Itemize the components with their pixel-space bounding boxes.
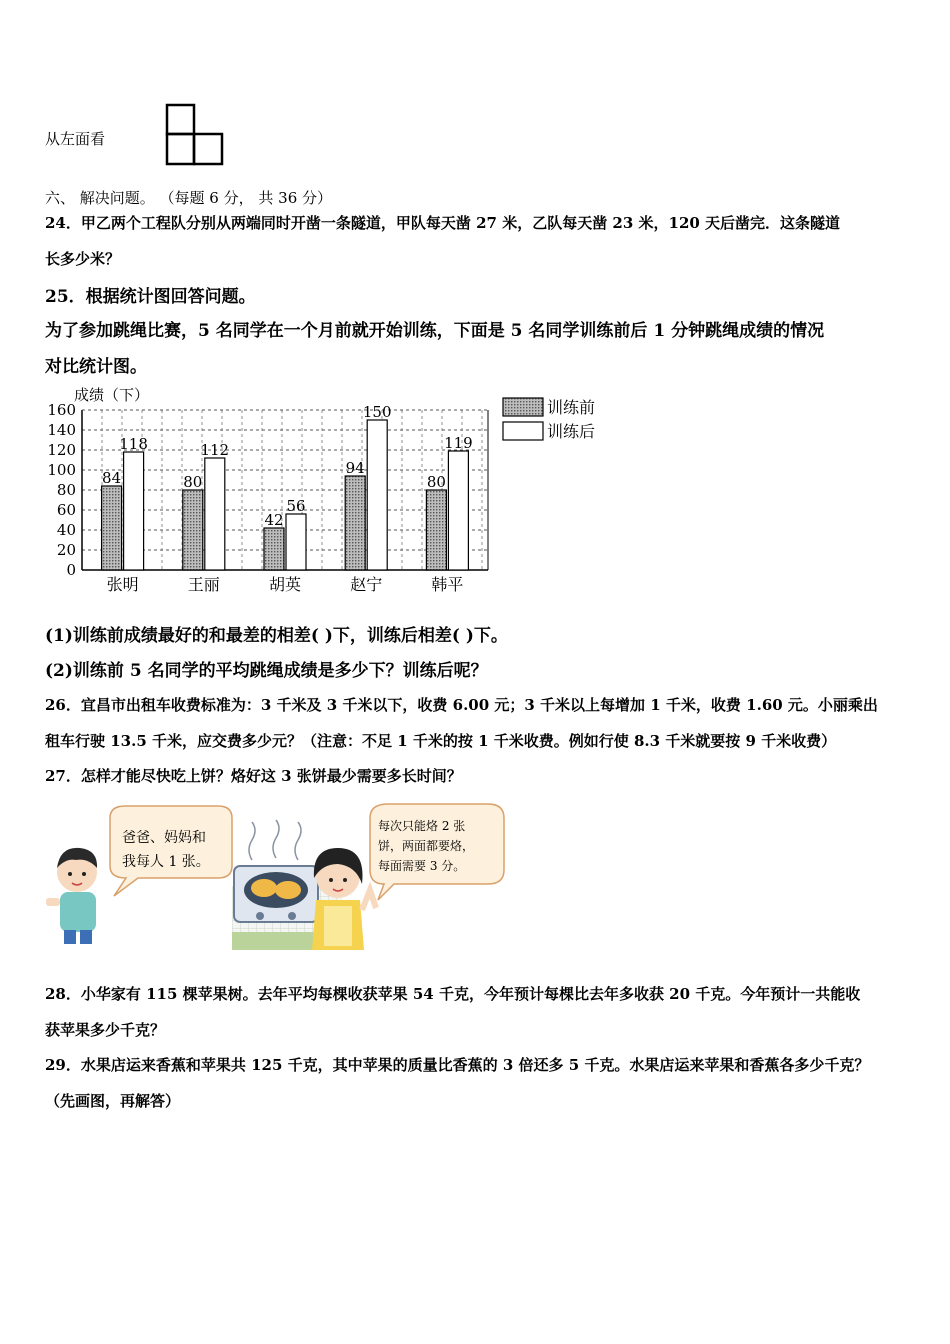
q25-sub1: (1)训练前成绩最好的和最差的相差( )下，训练后相差( )下。 xyxy=(45,626,508,646)
legend-label: 训练前 xyxy=(547,398,596,417)
y-tick-label: 40 xyxy=(56,521,76,539)
y-tick-label: 0 xyxy=(66,561,76,579)
data-label: 80 xyxy=(426,473,446,491)
left-view-figure xyxy=(160,100,230,170)
boy-speech-bubble xyxy=(110,806,232,896)
q25-sub2: (2)训练前 5 名同学的平均跳绳成绩是多少下？训练后呢？ xyxy=(45,661,488,681)
q24-line2: 长多少米？ xyxy=(45,250,121,268)
data-label: 119 xyxy=(444,434,473,452)
y-tick-label: 60 xyxy=(56,501,76,519)
q29-line1: 29．水果店运来香蕉和苹果共 125 千克，其中苹果的质量比香蕉的 3 倍还多 5 千克。水果店运来苹果和香蕉各多少千克？ xyxy=(45,1056,870,1074)
bar-after-0 xyxy=(124,452,144,570)
data-label: 118 xyxy=(119,435,148,453)
x-tick-label: 胡英 xyxy=(268,575,302,594)
y-tick-label: 140 xyxy=(47,421,76,439)
boy-figure xyxy=(46,848,97,944)
boy-bubble-line1: 爸爸、妈妈和 xyxy=(122,830,206,846)
data-label: 84 xyxy=(102,469,122,487)
x-tick-label: 赵宁 xyxy=(350,575,383,594)
y-tick-label: 20 xyxy=(56,541,76,559)
y-tick-label: 120 xyxy=(47,441,76,459)
q26-line1: 26．宜昌市出租车收费标准为：3 千米及 3 千米以下，收费 6.00 元；3 千米以上每增加 1 千米，收费 1.60 元。小丽乘出 xyxy=(45,696,878,714)
data-label: 150 xyxy=(362,403,392,421)
q25-intro1: 为了参加跳绳比赛，5 名同学在一个月前就开始训练，下面是 5 名同学训练前后 1 分钟跳绳成绩的情况 xyxy=(45,321,825,341)
legend-swatch-1 xyxy=(503,422,543,440)
legend-swatch-0 xyxy=(503,398,543,416)
y-tick-label: 160 xyxy=(47,401,76,419)
q26-line2: 租车行驶 13.5 千米，应交费多少元？（注意：不足 1 千米的按 1 千米收费。例如行使 8.3 千米就要按 9 千米收费） xyxy=(45,732,837,750)
y-tick-label: 80 xyxy=(56,481,76,499)
data-label: 80 xyxy=(183,473,203,491)
q27-title: 27．怎样才能尽快吃上饼？烙好这 3 张饼最少需要多长时间？ xyxy=(45,767,462,785)
mom-bubble-line3: 每面需要 3 分。 xyxy=(378,859,466,873)
data-label: 42 xyxy=(264,511,284,529)
bar-after-3 xyxy=(367,420,387,570)
data-label: 94 xyxy=(345,459,365,477)
mom-bubble-line2: 饼，两面都要烙， xyxy=(378,839,475,853)
q28-line2: 获苹果多少千克？ xyxy=(45,1021,166,1039)
mom-bubble-line1: 每次只能烙 2 张 xyxy=(378,819,466,833)
bar-before-4 xyxy=(426,490,446,570)
data-label: 112 xyxy=(200,441,230,459)
bar-after-4 xyxy=(448,451,468,570)
x-tick-label: 张明 xyxy=(106,575,139,594)
view-label: 从左面看 xyxy=(45,130,106,148)
q25-title: 25．根据统计图回答问题。 xyxy=(45,287,256,307)
x-tick-label: 韩平 xyxy=(431,575,464,594)
q24-line1: 24．甲乙两个工程队分别从两端同时开凿一条隧道，甲队每天凿 27 米，乙队每天凿 23 米，120 天后凿完．这条隧道 xyxy=(45,214,841,232)
y-tick-label: 100 xyxy=(47,461,76,479)
q25-intro2: 对比统计图。 xyxy=(45,357,147,377)
bar-after-2 xyxy=(286,514,306,570)
pancake-illustration xyxy=(40,800,520,960)
jump-rope-chart xyxy=(40,380,620,602)
y-axis-title: 成绩（下） xyxy=(74,386,150,404)
bar-before-2 xyxy=(264,528,284,570)
bar-after-1 xyxy=(205,458,225,570)
bar-before-3 xyxy=(345,476,365,570)
legend-label: 训练后 xyxy=(547,422,596,441)
x-tick-label: 王丽 xyxy=(187,575,220,594)
section-heading: 六、 解决问题。 （每题 6 分， 共 36 分） xyxy=(45,189,333,207)
bar-before-0 xyxy=(102,486,122,570)
boy-bubble-line2: 我每人 1 张。 xyxy=(122,854,210,870)
q28-line1: 28．小华家有 115 棵苹果树。去年平均每棵收获苹果 54 千克，今年预计每棵比去年多收获 20 千克。今年预计一共能收 xyxy=(45,985,861,1003)
data-label: 56 xyxy=(286,497,306,515)
bar-before-1 xyxy=(183,490,203,570)
q29-line2: （先画图，再解答） xyxy=(45,1092,181,1110)
